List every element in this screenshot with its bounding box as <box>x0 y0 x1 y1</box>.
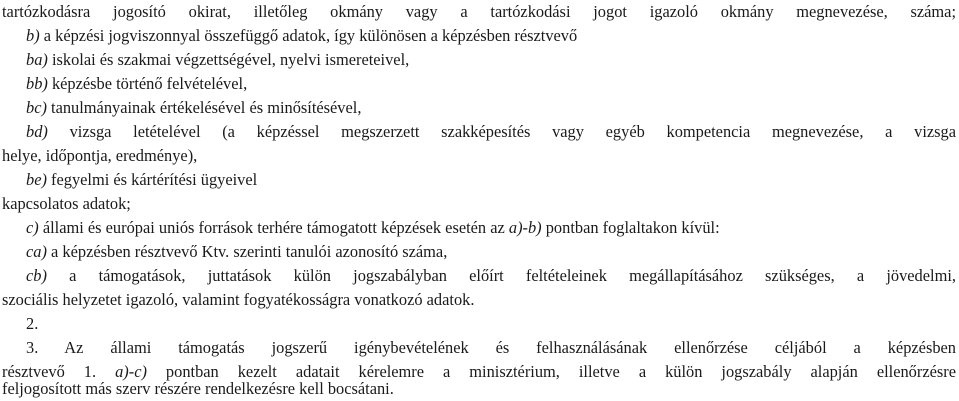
item-marker: cb) <box>26 266 47 285</box>
section-number-2 <box>26 312 38 336</box>
item-marker: bd) <box>26 122 48 141</box>
text-run: vizsga letételével (a képzéssel megszerzett szakképesítés vagy egyéb kompetencia megnevezése, a vizsga <box>47 122 956 141</box>
text-run: résztvevő 1. <box>2 362 116 381</box>
text-run: helye, időpontja, eredménye), <box>2 146 198 165</box>
text-run: 2. <box>26 314 39 333</box>
text-run: iskolai és szakmai végzettségével, nyelvi ismereteivel, <box>47 50 410 69</box>
text-line-9 <box>2 192 131 216</box>
cross-reference: a)-c) <box>115 362 147 381</box>
item-marker: b) <box>26 26 40 45</box>
text-run: szociális helyzetet igazoló, valamint fogyatékosságra vonatkozó adatok. <box>2 290 475 309</box>
text-run: a támogatások, juttatások külön jogszabályban előírt feltételeinek megállapításához szükséges, a jövedelmi, <box>46 266 956 285</box>
item-marker: bb) <box>26 74 48 93</box>
text-line-12 <box>26 264 956 288</box>
item-marker: c) <box>26 218 39 237</box>
item-marker: ca) <box>26 242 47 261</box>
text-run: feljogosított más szerv részére rendelkezésre kell bocsátani. <box>2 379 394 398</box>
text-line-15 <box>26 336 956 360</box>
item-marker: bc) <box>26 98 47 117</box>
item-marker: be) <box>26 170 47 189</box>
text-run: fegyelmi és kártérítési ügyeivel <box>46 170 258 189</box>
text-run: tanulmányainak értékelésével és minősítésével, <box>46 98 362 117</box>
text-run: 3. Az állami támogatás jogszerű igénybevételének és felhasználásának ellenőrzése céljából a képzésben <box>26 338 956 357</box>
text-line-6 <box>26 120 956 144</box>
item-marker: ba) <box>26 50 48 69</box>
text-line-17 <box>2 377 394 401</box>
text-run: pontban foglaltakon kívül: <box>541 218 720 237</box>
text-line-11 <box>26 240 447 264</box>
text-line-3 <box>26 48 409 72</box>
text-line-8 <box>26 168 257 192</box>
text-line-13 <box>2 288 474 312</box>
text-line-2 <box>26 24 577 48</box>
text-run: kapcsolatos adatok; <box>2 194 131 213</box>
text-line-1 <box>2 0 956 24</box>
text-line-4 <box>26 72 247 96</box>
text-run: a képzési jogviszonnyal összefüggő adatok, így különösen a képzésben résztvevő <box>39 26 578 45</box>
text-run: pontban kezelt adatait kérelemre a minisztérium, illetve a külön jogszabály alapján ellenőrzésre <box>146 362 956 381</box>
text-run: állami és európai uniós források terhére támogatott képzések esetén az <box>38 218 509 237</box>
text-run: tartózkodásra jogosító okirat, illetőleg okmány vagy a tartózkodási jogot igazoló okmány megnevezése, száma; <box>2 2 956 21</box>
text-run: képzésbe történő felvételével, <box>47 74 248 93</box>
text-line-7 <box>2 144 197 168</box>
text-run: a képzésben résztvevő Ktv. szerinti tanulói azonosító száma, <box>46 242 448 261</box>
text-line-10 <box>26 216 720 240</box>
cross-reference: a)-b) <box>508 218 542 237</box>
text-line-5 <box>26 96 361 120</box>
